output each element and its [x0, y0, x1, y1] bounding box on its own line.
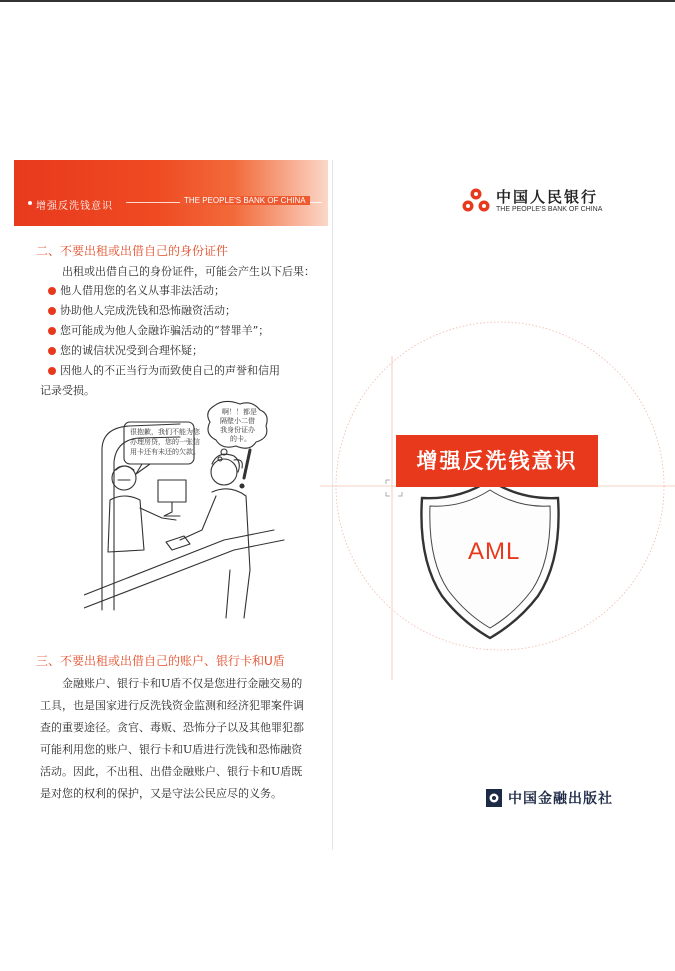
pboc-logo	[458, 182, 618, 222]
scan-top-edge	[0, 0, 675, 2]
customer-bubble-line: 的卡。	[230, 435, 251, 443]
bank-counter-illustration	[84, 400, 314, 620]
customer-bubble-line: 我身份证办	[220, 426, 255, 434]
list-item: 他人借用您的名义从事非法活动；	[46, 281, 326, 301]
header-band	[14, 160, 328, 226]
section3-line: 工具，也是国家进行反洗钱资金监测和经济犯罪案件调	[40, 699, 304, 712]
consequence-list	[46, 281, 326, 381]
header-english: THE PEOPLE'S BANK OF CHINA	[180, 196, 310, 205]
publisher-logo	[486, 786, 626, 810]
section3-line: 可能利用您的账户、银行卡和U盾进行洗钱和恐怖融资	[40, 743, 303, 756]
clerk-bubble-line: 办理房贷，您的一张信	[130, 438, 200, 446]
clerk-bubble-line: 用卡还有未还的欠款。	[130, 448, 200, 456]
customer-bubble-line: 隔壁小二借	[220, 417, 255, 425]
list-item: 因他人的不正当行为而致使自己的声誉和信用	[46, 361, 326, 381]
section3-line: 活动。因此，不出租、出借金融账户、银行卡和U盾既	[40, 765, 303, 778]
customer-bubble-line: 啊！！都是	[222, 408, 257, 416]
publisher-emblem-icon	[486, 789, 502, 807]
list-item: 您可能成为他人金融诈骗活动的“替罪羊”；	[46, 321, 326, 341]
section2-title: 二、不要出租或出借自己的身份证件	[36, 244, 229, 258]
publisher-name: 中国金融出版社	[508, 791, 613, 807]
cover-graphic	[320, 320, 675, 680]
section3-title: 三、不要出租或出借自己的账户、银行卡和U盾	[36, 654, 285, 668]
section3-line: 查的重要途径。贪官、毒贩、恐怖分子以及其他罪犯都	[40, 721, 304, 734]
logo-chinese: 中国人民银行	[496, 188, 599, 206]
list-item: 协助他人完成洗钱和恐怖融资活动；	[46, 301, 326, 321]
logo-english: THE PEOPLE'S BANK OF CHINA	[496, 206, 603, 213]
pboc-emblem-icon	[460, 184, 492, 216]
clerk-bubble-line: 很抱歉，我们不能为您	[130, 428, 200, 436]
bullet-dot-icon	[28, 201, 32, 205]
shield-text: AML	[468, 538, 521, 565]
section2-intro: 出租或出借自己的身份证件，可能会产生以下后果：	[62, 265, 315, 278]
header-title: 增强反洗钱意识	[36, 201, 113, 212]
list-item: 您的诚信状况受到合理怀疑；	[46, 341, 326, 361]
list-continuation: 记录受损。	[40, 384, 95, 397]
cover-title: 增强反洗钱意识	[396, 435, 598, 487]
section3-line: 金融账户、银行卡和U盾不仅是您进行金融交易的	[62, 677, 303, 690]
section3-line: 是对您的权利的保护，又是守法公民应尽的义务。	[40, 787, 282, 800]
